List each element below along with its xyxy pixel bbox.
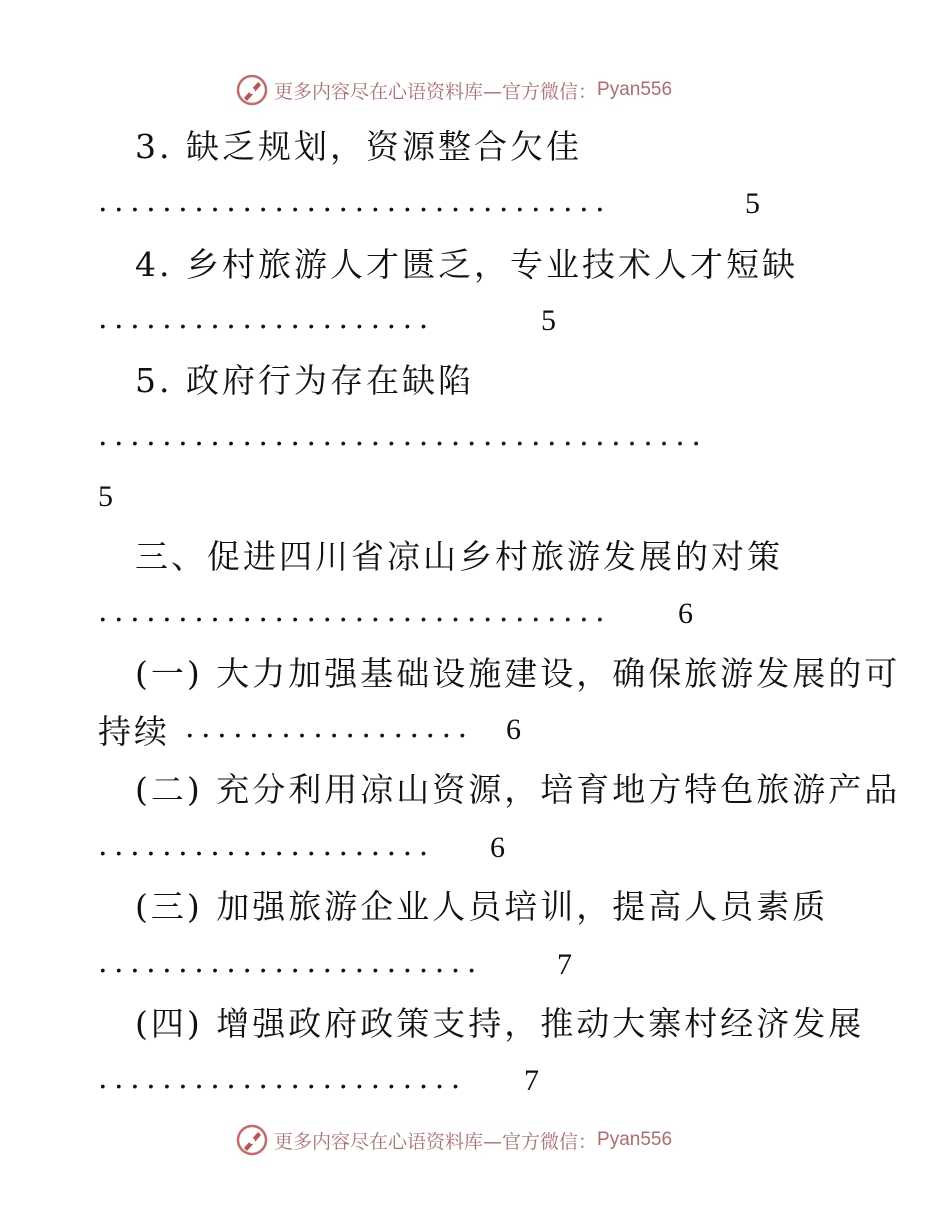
toc-page-number: 7	[524, 1064, 539, 1097]
toc-page-number: 6	[490, 831, 505, 864]
watermark-wechat-id: Pyan556	[597, 1129, 673, 1150]
toc-entry-title: 3. 缺乏规划，资源整合欠佳	[135, 127, 582, 166]
toc-entry-title: (四) 增强政府政策支持，推动大寨村经济发展	[135, 1004, 865, 1043]
toc-entry-title: (一) 大力加强基础设施建设，确保旅游发展的可	[135, 654, 901, 693]
toc-entry-title: 4. 乡村旅游人才匮乏，专业技术人才短缺	[135, 245, 798, 284]
toc-leader-dots: .......................	[98, 1061, 467, 1096]
toc-page-number: 5	[98, 480, 113, 513]
watermark-footer	[236, 1122, 672, 1158]
toc-leader-dots: .....................	[98, 828, 435, 863]
watermark-wechat-id: Pyan556	[597, 79, 673, 100]
toc-leader-dots: ........................	[98, 945, 483, 980]
watermark-header	[236, 72, 672, 108]
toc-leader-dots: ................................	[98, 594, 612, 629]
toc-entry-title: 5. 政府行为存在缺陷	[135, 361, 474, 400]
toc-entry-title: 三、促进四川省凉山乡村旅游发展的对策	[135, 537, 783, 576]
toc-page-number: 6	[678, 597, 693, 630]
toc-page-number: 5	[541, 304, 556, 337]
toc-leader-dots: .....................	[98, 301, 435, 336]
pen-logo-icon	[236, 74, 268, 106]
toc-page-number: 5	[745, 187, 760, 220]
toc-page-number: 6	[506, 713, 521, 746]
toc-leader-dots: ..................	[185, 710, 474, 745]
toc-entry-title: (二) 充分利用凉山资源，培育地方特色旅游产品	[135, 770, 901, 809]
toc-leader-dots: ......................................	[98, 418, 708, 453]
pen-logo-icon	[236, 1124, 268, 1156]
toc-page-number: 7	[557, 948, 572, 981]
watermark-text: 更多内容尽在心语资料库—官方微信：	[274, 1130, 598, 1153]
toc-entry-title-continued: 持续	[98, 712, 170, 751]
toc-entry-title: (三) 加强旅游企业人员培训，提高人员素质	[135, 887, 829, 926]
toc-leader-dots: ................................	[98, 184, 612, 219]
watermark-text: 更多内容尽在心语资料库—官方微信：	[274, 80, 598, 103]
